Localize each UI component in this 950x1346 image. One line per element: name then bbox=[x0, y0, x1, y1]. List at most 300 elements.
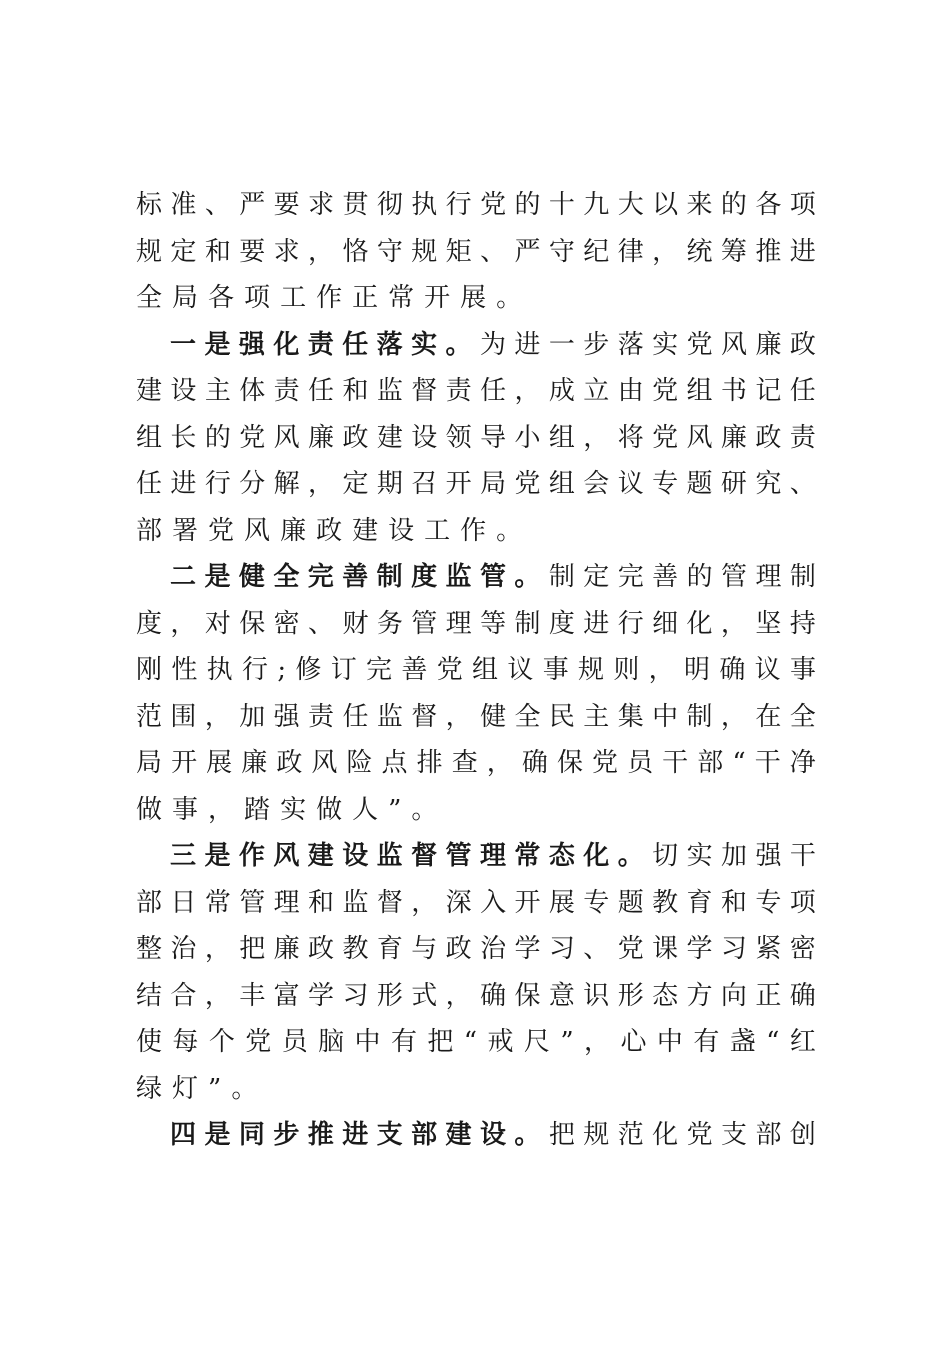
text-char: 常 bbox=[388, 283, 425, 313]
text-char: 工 bbox=[280, 283, 317, 313]
text-char: 形 bbox=[376, 980, 403, 1011]
text-char: “ bbox=[766, 1027, 780, 1057]
text-char: ， bbox=[208, 794, 245, 825]
text-char: 和 bbox=[204, 236, 231, 267]
bold-heading-char: 步 bbox=[273, 1120, 300, 1150]
text-char: ， bbox=[486, 748, 513, 778]
text-char: 育 bbox=[376, 934, 403, 964]
text-char: ， bbox=[514, 376, 541, 406]
bold-heading-char: 监 bbox=[376, 841, 403, 871]
text-char: 任 bbox=[136, 469, 163, 499]
text-char: 贯 bbox=[342, 190, 369, 220]
text-char: 律 bbox=[617, 236, 644, 267]
text-char: 的 bbox=[686, 562, 713, 592]
text-line bbox=[136, 833, 816, 880]
text-char: 建 bbox=[376, 422, 403, 453]
text-char: 化 bbox=[652, 1120, 679, 1150]
text-char: 明 bbox=[684, 655, 711, 685]
text-char: 要 bbox=[239, 236, 266, 267]
text-char: 的 bbox=[204, 422, 231, 453]
text-char: 和 bbox=[308, 887, 335, 918]
text-char: 党 bbox=[592, 748, 619, 778]
text-char: 任 bbox=[789, 376, 816, 406]
text-char: 记 bbox=[755, 376, 782, 406]
text-char: 等 bbox=[480, 608, 507, 639]
text-char: 教 bbox=[652, 887, 679, 918]
text-char: ， bbox=[411, 887, 438, 918]
text-char: 富 bbox=[273, 980, 300, 1011]
text-char: 实 bbox=[652, 329, 679, 360]
text-char: 有 bbox=[390, 1027, 417, 1057]
text-char: 议 bbox=[754, 655, 781, 685]
text-char: 部 bbox=[697, 748, 724, 778]
text-char: 党 bbox=[652, 422, 679, 453]
text-char: 任 bbox=[342, 701, 369, 732]
text-char: 育 bbox=[686, 887, 713, 918]
text-char: 设 bbox=[411, 422, 438, 453]
text-char: 灯 bbox=[172, 1073, 209, 1104]
text-char: 财 bbox=[342, 608, 369, 639]
text-char: 排 bbox=[416, 748, 443, 778]
bold-heading-char: 管 bbox=[445, 841, 472, 871]
text-line bbox=[136, 554, 816, 601]
text-char: 密 bbox=[789, 934, 816, 964]
text-char: 修 bbox=[295, 655, 322, 685]
text-char: 。 bbox=[496, 283, 533, 313]
text-char: 向 bbox=[720, 980, 747, 1011]
text-char: 行 bbox=[204, 469, 231, 499]
text-char: 干 bbox=[789, 841, 816, 871]
text-char: 作 bbox=[316, 283, 353, 313]
text-char: 深 bbox=[445, 887, 472, 918]
text-char: 大 bbox=[617, 190, 644, 220]
text-char: 入 bbox=[480, 887, 507, 918]
text-char: 加 bbox=[721, 841, 748, 871]
text-char: 展 bbox=[206, 748, 233, 778]
bold-heading-char: 。 bbox=[514, 1120, 541, 1150]
text-char: 组 bbox=[136, 422, 163, 453]
bold-heading-char: 。 bbox=[617, 841, 644, 871]
text-char: 点 bbox=[381, 748, 408, 778]
text-char: 强 bbox=[755, 841, 782, 871]
text-line bbox=[136, 880, 816, 927]
text-char: 中 bbox=[652, 701, 679, 732]
text-char: 廉 bbox=[720, 422, 747, 453]
text-char: 行 bbox=[241, 655, 268, 685]
text-char: 理 bbox=[273, 887, 300, 918]
text-char: 习 bbox=[342, 980, 369, 1011]
text-line bbox=[136, 647, 816, 694]
text-line bbox=[136, 229, 816, 276]
text-char: ， bbox=[720, 608, 747, 639]
text-char: 项 bbox=[789, 887, 816, 918]
text-line bbox=[136, 182, 816, 229]
text-char: 分 bbox=[239, 469, 266, 499]
text-char: 整 bbox=[136, 934, 163, 964]
text-char: 步 bbox=[583, 329, 610, 360]
text-char: 纪 bbox=[583, 236, 610, 267]
text-char: “ bbox=[463, 1027, 478, 1057]
text-char: 制 bbox=[548, 562, 575, 592]
text-char: 展 bbox=[548, 887, 575, 918]
text-char: 、 bbox=[480, 236, 507, 267]
text-char: 展 bbox=[460, 283, 497, 313]
bold-heading-char: 健 bbox=[238, 562, 265, 592]
text-char: 导 bbox=[480, 422, 507, 453]
text-char: 性 bbox=[171, 655, 198, 685]
text-char: 风 bbox=[721, 329, 748, 360]
text-char: 。 bbox=[496, 515, 533, 546]
text-char: 责 bbox=[273, 376, 300, 406]
text-char: 日 bbox=[170, 887, 197, 918]
text-line bbox=[136, 275, 816, 322]
bold-heading-char: 设 bbox=[342, 841, 369, 871]
text-char: 管 bbox=[239, 887, 266, 918]
text-char: 责 bbox=[308, 701, 335, 732]
text-char: ， bbox=[308, 236, 335, 267]
bold-heading-char: 责 bbox=[307, 329, 334, 360]
text-char: 制 bbox=[789, 562, 816, 592]
text-char: 查 bbox=[451, 748, 478, 778]
text-char: 每 bbox=[172, 1027, 199, 1057]
text-char: 事 bbox=[172, 794, 209, 825]
text-char: 盏 bbox=[729, 1027, 756, 1057]
text-char: 做 bbox=[316, 794, 353, 825]
text-char: 态 bbox=[652, 980, 679, 1011]
text-char: 筹 bbox=[720, 236, 747, 267]
text-char: 会 bbox=[583, 469, 610, 499]
text-char: 期 bbox=[376, 469, 403, 499]
bold-heading-char: 督 bbox=[411, 841, 438, 871]
text-char: ， bbox=[720, 701, 747, 732]
text-char: 领 bbox=[445, 422, 472, 453]
text-char: 识 bbox=[583, 980, 610, 1011]
text-char: 围 bbox=[170, 701, 197, 732]
text-char: 规 bbox=[136, 236, 163, 267]
text-char: ， bbox=[308, 469, 335, 499]
text-char: 密 bbox=[273, 608, 300, 639]
text-char: ， bbox=[583, 422, 610, 453]
bold-heading-char: 是 bbox=[204, 329, 231, 360]
text-char: 为 bbox=[479, 329, 506, 360]
text-char: ， bbox=[584, 1027, 611, 1057]
text-char: 制 bbox=[686, 701, 713, 732]
text-char: 范 bbox=[136, 701, 163, 732]
text-char: 进 bbox=[514, 329, 541, 360]
text-char: 党 bbox=[436, 655, 463, 685]
text-char: 局 bbox=[136, 748, 163, 778]
text-char: 局 bbox=[172, 283, 209, 313]
text-char: 党 bbox=[652, 376, 679, 406]
bold-heading-char: 部 bbox=[411, 1120, 438, 1150]
text-char: 教 bbox=[342, 934, 369, 964]
text-char: 部 bbox=[755, 1120, 782, 1150]
text-char: 行 bbox=[445, 190, 472, 220]
text-char: 规 bbox=[583, 1120, 610, 1150]
bold-heading-char: 实 bbox=[411, 329, 438, 360]
text-char: 的 bbox=[720, 190, 747, 220]
bold-heading-char: 化 bbox=[273, 329, 300, 360]
text-char: 把 bbox=[548, 1120, 575, 1150]
text-char: 有 bbox=[693, 1027, 720, 1057]
text-char: 健 bbox=[480, 701, 507, 732]
text-char: 方 bbox=[686, 980, 713, 1011]
text-char: 结 bbox=[136, 980, 163, 1011]
text-char: 、 bbox=[583, 934, 610, 964]
text-char: 要 bbox=[273, 190, 300, 220]
text-char: 成 bbox=[548, 376, 575, 406]
text-char: 部 bbox=[136, 515, 173, 546]
bold-heading-char: 落 bbox=[376, 329, 403, 360]
text-char: 专 bbox=[755, 887, 782, 918]
text-char: 治 bbox=[480, 934, 507, 964]
text-char: 主 bbox=[583, 701, 610, 732]
text-char: 管 bbox=[411, 608, 438, 639]
text-char: 解 bbox=[273, 469, 300, 499]
text-char: ， bbox=[170, 608, 197, 639]
text-char: 署 bbox=[172, 515, 209, 546]
text-line bbox=[136, 368, 816, 415]
text-char: 合 bbox=[170, 980, 197, 1011]
text-char: 规 bbox=[578, 655, 605, 685]
text-line bbox=[136, 601, 816, 648]
text-char: 订 bbox=[330, 655, 357, 685]
bold-heading-char: 推 bbox=[307, 1120, 334, 1150]
text-char: 切 bbox=[652, 841, 679, 871]
text-char: 责 bbox=[789, 422, 816, 453]
text-char: ， bbox=[648, 655, 675, 685]
text-char: 进 bbox=[789, 236, 816, 267]
text-char: 、 bbox=[204, 190, 231, 220]
text-char: 开 bbox=[424, 283, 461, 313]
bold-heading-char: 三 bbox=[170, 841, 197, 871]
text-char: 意 bbox=[548, 980, 575, 1011]
text-char: 守 bbox=[548, 236, 575, 267]
bold-heading-char: 作 bbox=[238, 841, 265, 871]
text-char: 习 bbox=[720, 934, 747, 964]
text-char: 书 bbox=[720, 376, 747, 406]
text-char: 风 bbox=[273, 422, 300, 453]
text-char: 求 bbox=[308, 190, 335, 220]
text-char: 全 bbox=[136, 283, 173, 313]
text-char: 彻 bbox=[376, 190, 403, 220]
text-char: 使 bbox=[136, 1027, 163, 1057]
text-line bbox=[136, 1066, 816, 1113]
text-char: ” bbox=[560, 1027, 574, 1057]
text-char: 正 bbox=[352, 283, 389, 313]
text-char: 督 bbox=[376, 887, 403, 918]
text-char: 责 bbox=[445, 376, 472, 406]
text-char: 求 bbox=[273, 236, 300, 267]
text-char: ， bbox=[445, 980, 472, 1011]
text-line bbox=[136, 694, 816, 741]
bold-heading-char: 监 bbox=[445, 562, 472, 592]
text-line bbox=[136, 322, 816, 369]
text-char: 行 bbox=[617, 608, 644, 639]
bold-heading-char: 强 bbox=[238, 329, 265, 360]
text-char: 政 bbox=[342, 422, 369, 453]
text-char: 确 bbox=[480, 980, 507, 1011]
text-char: 恪 bbox=[342, 236, 369, 267]
text-char: 与 bbox=[411, 934, 438, 964]
text-char: 严 bbox=[239, 190, 266, 220]
text-char: 实 bbox=[686, 841, 713, 871]
text-char: 监 bbox=[342, 887, 369, 918]
text-char: 刚 bbox=[136, 655, 163, 685]
text-char: 治 bbox=[170, 934, 197, 964]
text-char: 政 bbox=[308, 934, 335, 964]
text-char: 开 bbox=[514, 887, 541, 918]
text-char: 化 bbox=[686, 608, 713, 639]
text-char: 员 bbox=[281, 1027, 308, 1057]
text-char: 准 bbox=[170, 190, 197, 220]
text-char: 风 bbox=[244, 515, 281, 546]
text-char: 学 bbox=[308, 980, 335, 1011]
text-char: 由 bbox=[617, 376, 644, 406]
text-char: 紧 bbox=[755, 934, 782, 964]
bold-heading-char: 善 bbox=[342, 562, 369, 592]
text-char: 督 bbox=[411, 701, 438, 732]
text-char: 定 bbox=[342, 469, 369, 499]
text-char: 中 bbox=[656, 1027, 683, 1057]
text-char: 正 bbox=[755, 980, 782, 1011]
text-char: 建 bbox=[352, 515, 389, 546]
text-char: 开 bbox=[171, 748, 198, 778]
text-char: 加 bbox=[239, 701, 266, 732]
text-char: 组 bbox=[548, 422, 575, 453]
text-char: ; bbox=[277, 655, 287, 685]
bold-heading-char: 常 bbox=[514, 841, 541, 871]
text-char: 守 bbox=[376, 236, 403, 267]
text-char: 立 bbox=[583, 376, 610, 406]
text-char: 规 bbox=[411, 236, 438, 267]
bold-heading-char: 四 bbox=[170, 1120, 197, 1150]
text-char: 党 bbox=[245, 1027, 272, 1057]
text-char: 中 bbox=[354, 1027, 381, 1057]
text-char: 定 bbox=[583, 562, 610, 592]
bold-heading-char: 设 bbox=[479, 1120, 506, 1150]
text-char: 长 bbox=[170, 422, 197, 453]
bold-heading-char: 是 bbox=[204, 841, 231, 871]
text-char: 学 bbox=[514, 934, 541, 964]
text-char: 创 bbox=[789, 1120, 816, 1150]
text-char: 强 bbox=[273, 701, 300, 732]
text-char: 一 bbox=[548, 329, 575, 360]
text-char: 研 bbox=[720, 469, 747, 499]
text-char: 进 bbox=[583, 608, 610, 639]
text-char: 任 bbox=[308, 376, 335, 406]
text-char: 实 bbox=[280, 794, 317, 825]
bold-heading-char: 。 bbox=[514, 562, 541, 592]
text-char: 部 bbox=[136, 887, 163, 918]
text-char: 范 bbox=[617, 1120, 644, 1150]
bold-heading-char: 。 bbox=[445, 329, 472, 360]
text-char: 对 bbox=[204, 608, 231, 639]
text-char: 绿 bbox=[136, 1073, 173, 1104]
text-char: 全 bbox=[789, 701, 816, 732]
text-char: 政 bbox=[276, 748, 303, 778]
text-char: 干 bbox=[662, 748, 689, 778]
text-char: 监 bbox=[376, 376, 403, 406]
text-char: 把 bbox=[239, 934, 266, 964]
text-char: 持 bbox=[789, 608, 816, 639]
text-char: 组 bbox=[548, 469, 575, 499]
bold-heading-char: 全 bbox=[273, 562, 300, 592]
text-char: 净 bbox=[789, 748, 816, 778]
text-char: 在 bbox=[755, 701, 782, 732]
text-char: 来 bbox=[686, 190, 713, 220]
text-char: 召 bbox=[411, 469, 438, 499]
text-char: 风 bbox=[311, 748, 338, 778]
text-char: 党 bbox=[686, 329, 713, 360]
text-char: 、 bbox=[308, 608, 335, 639]
bold-heading-char: 风 bbox=[273, 841, 300, 871]
text-line bbox=[136, 1112, 816, 1159]
text-char: 开 bbox=[445, 469, 472, 499]
text-char: 心 bbox=[620, 1027, 647, 1057]
text-char: 督 bbox=[411, 376, 438, 406]
text-char: 党 bbox=[208, 515, 245, 546]
text-char: 体 bbox=[239, 376, 266, 406]
bold-heading-char: 建 bbox=[445, 1120, 472, 1150]
text-char: 设 bbox=[170, 376, 197, 406]
text-char: 组 bbox=[472, 655, 499, 685]
text-char: 风 bbox=[686, 422, 713, 453]
text-char: 。 bbox=[231, 1073, 268, 1104]
bold-heading-char: 化 bbox=[583, 841, 610, 871]
text-char: 小 bbox=[514, 422, 541, 453]
bold-heading-char: 一 bbox=[170, 329, 197, 360]
text-char: 定 bbox=[170, 236, 197, 267]
text-char: 组 bbox=[686, 376, 713, 406]
text-char: 全 bbox=[514, 701, 541, 732]
text-char: 廉 bbox=[273, 934, 300, 964]
text-char: 工 bbox=[424, 515, 461, 546]
bold-heading-char: 完 bbox=[307, 562, 334, 592]
text-char: 戒 bbox=[487, 1027, 514, 1057]
text-char: 十 bbox=[548, 190, 575, 220]
text-char: 事 bbox=[542, 655, 569, 685]
text-char: 党 bbox=[514, 469, 541, 499]
text-line bbox=[136, 1019, 816, 1066]
text-char: 脑 bbox=[318, 1027, 345, 1057]
text-char: 做 bbox=[136, 794, 173, 825]
text-char: 细 bbox=[652, 608, 679, 639]
text-char: 进 bbox=[170, 469, 197, 499]
text-char: 廉 bbox=[280, 515, 317, 546]
text-char: 推 bbox=[755, 236, 782, 267]
text-char: 完 bbox=[617, 562, 644, 592]
text-char: ， bbox=[204, 980, 231, 1011]
text-char: 人 bbox=[352, 794, 389, 825]
text-char: 式 bbox=[411, 980, 438, 1011]
text-char: 险 bbox=[346, 748, 373, 778]
text-char: 确 bbox=[719, 655, 746, 685]
text-char: 完 bbox=[366, 655, 393, 685]
text-char: ， bbox=[445, 701, 472, 732]
text-char: 将 bbox=[617, 422, 644, 453]
text-char: 作 bbox=[460, 515, 497, 546]
text-char: 个 bbox=[208, 1027, 235, 1057]
text-char: 制 bbox=[514, 608, 541, 639]
text-char: 集 bbox=[617, 701, 644, 732]
text-char: 政 bbox=[755, 422, 782, 453]
text-char: 党 bbox=[686, 1120, 713, 1150]
bold-heading-char: 支 bbox=[376, 1120, 403, 1150]
text-char: 任 bbox=[480, 376, 507, 406]
text-char: 党 bbox=[617, 934, 644, 964]
text-char: ， bbox=[652, 236, 679, 267]
